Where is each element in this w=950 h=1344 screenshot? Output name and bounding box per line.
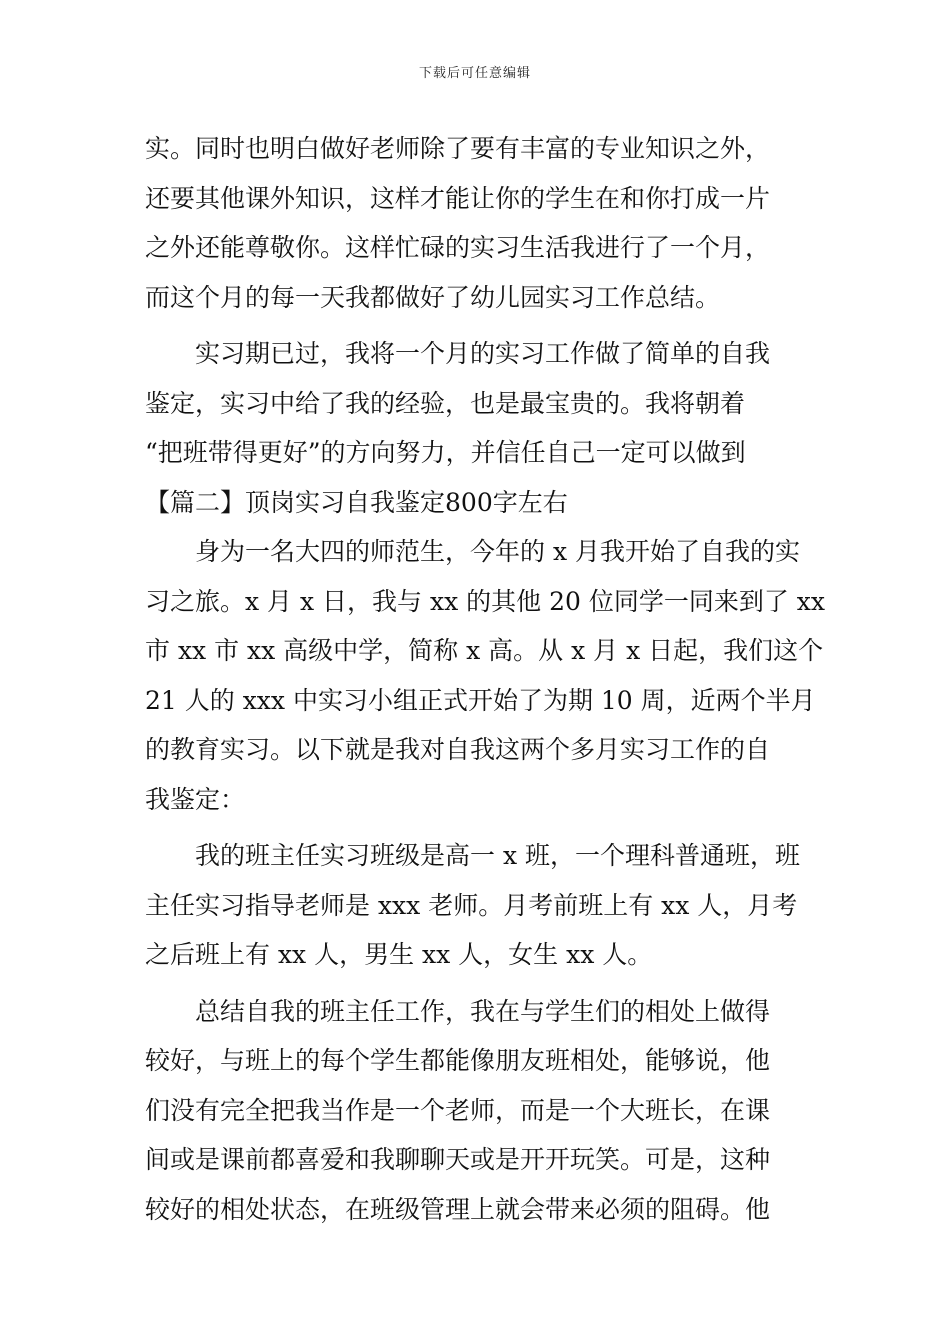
page-header: 下载后可任意编辑 <box>418 66 531 81</box>
text-line: 主任实习指导老师是 xxx 老师。月考前班上有 xx 人，月考 <box>145 890 798 920</box>
text-line: 我鉴定： <box>145 784 246 814</box>
text-line: 实习期已过，我将一个月的实习工作做了简单的自我 <box>195 339 771 368</box>
paragraph-2 <box>145 329 810 478</box>
text-line: 们没有完全把我当作是一个老师，而是一个大班长，在课 <box>145 1095 771 1125</box>
text-line: “把班带得更好”的方向努力，并信任自己一定可以做到 <box>145 438 746 467</box>
text-line: 间或是课前都喜爱和我聊聊天或是开开玩笑。可是，这种 <box>145 1145 771 1174</box>
text-line: 市 xx 市 xx 高级中学，简称 x 高。从 x 月 x 日起，我们这个 <box>145 636 824 665</box>
text-line: 我的班主任实习班级是高一 x 班，一个理科普通班，班 <box>195 841 800 870</box>
paragraph-4 <box>145 831 810 980</box>
text-line: 实。同时也明白做好老师除了要有丰富的专业知识之外， <box>145 134 771 163</box>
section-heading <box>145 478 810 528</box>
text-line: 较好，与班上的每个学生都能像朋友班相处，能够说，他 <box>145 1046 771 1075</box>
text-line: 之后班上有 xx 人，男生 xx 人，女生 xx 人。 <box>145 940 653 969</box>
text-line: 总结自我的班主任工作，我在与学生们的相处上做得 <box>195 996 771 1026</box>
text-line: 之外还能尊敬你。这样忙碌的实习生活我进行了一个月， <box>145 233 771 262</box>
text-line: 较好的相处状态，在班级管理上就会带来必须的阻碍。他 <box>145 1194 771 1224</box>
document-body <box>145 124 825 1234</box>
paragraph-3 <box>145 527 825 824</box>
paragraph-1 <box>145 124 810 322</box>
text-line: 还要其他课外知识，这样才能让你的学生在和你打成一片 <box>145 183 771 213</box>
text-line: 身为一名大四的师范生，今年的 x 月我开始了自我的实 <box>195 537 800 566</box>
paragraph-5 <box>145 987 810 1235</box>
text-line: 的教育实习。以下就是我对自我这两个多月实习工作的自 <box>145 735 771 764</box>
text-line: 鉴定，实习中给了我的经验，也是最宝贵的。我将朝着 <box>145 388 746 418</box>
text-line: 21 人的 xxx 中实习小组正式开始了为期 10 周，近两个半月 <box>145 685 816 715</box>
text-line: 而这个月的每一天我都做好了幼儿园实习工作总结。 <box>145 282 721 312</box>
heading-line: 【篇二】顶岗实习自我鉴定800字左右 <box>145 487 568 517</box>
text-line: 习之旅。x 月 x 日，我与 xx 的其他 20 位同学一同来到了 xx <box>145 586 825 616</box>
